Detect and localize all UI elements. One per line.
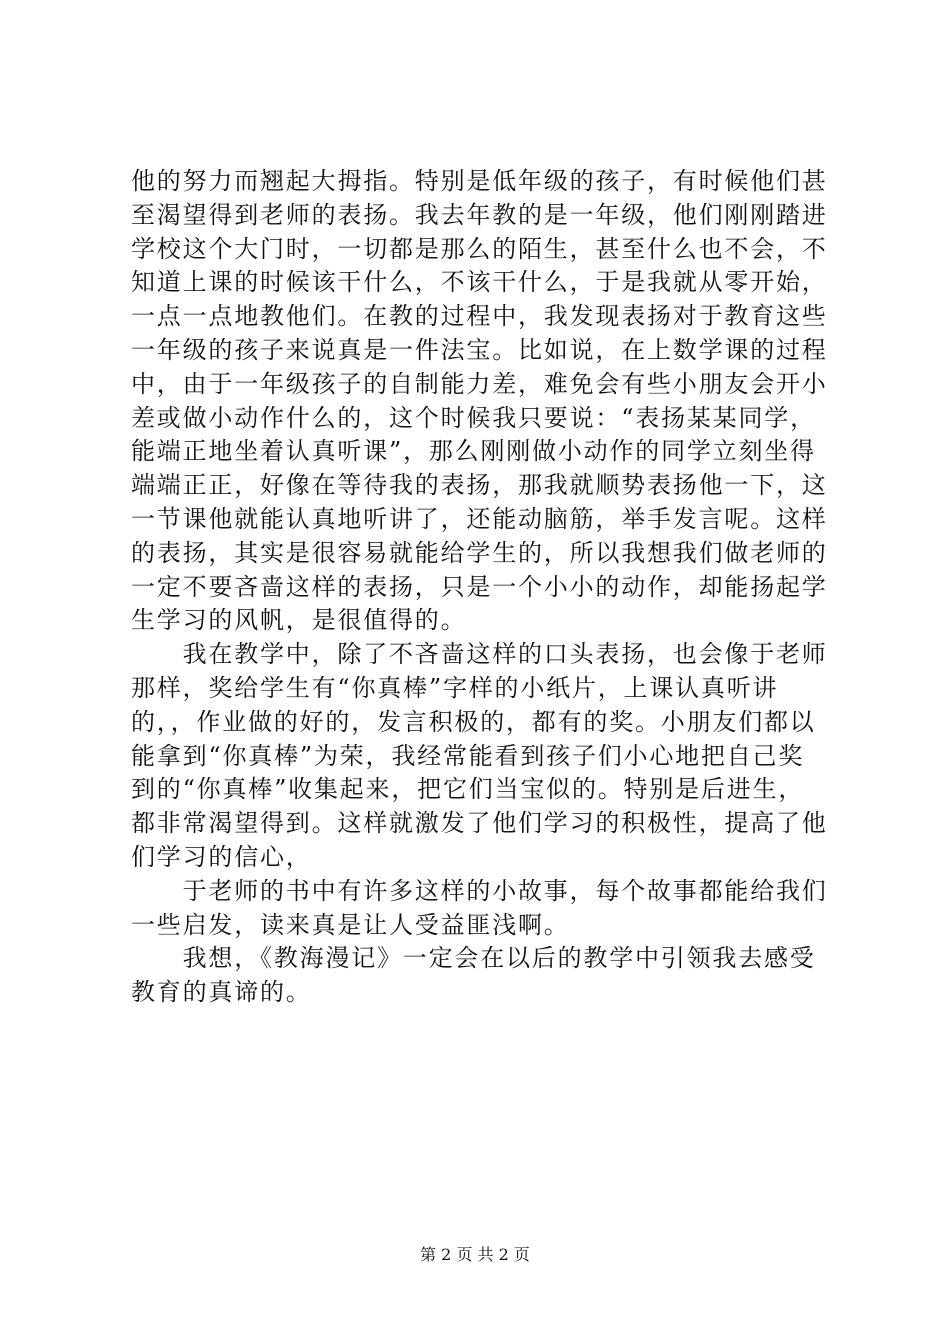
page-number-footer: 第 2 页 共 2 页 [420,1245,530,1264]
text-line: 教育的真谛的。 [131,978,312,1007]
text-line: 学校这个大门时，一切都是那么的陌生，甚至什么也不会，不 [131,234,828,263]
text-line: 知道上课的时候该干什么，不该干什么，于是我就从零开始， [131,268,828,297]
text-line: 那样，奖给学生有“你真棒”字样的小纸片，上课认真听讲 [131,673,779,702]
text-line: 一节课他就能认真地听讲了，还能动脑筋，举手发言呢。这样 [131,504,828,533]
text-line: 到的“你真棒”收集起来，把它们当宝似的。特别是后进生， [131,775,805,804]
text-line: 我在教学中，除了不吝啬这样的口头表扬，也会像于老师 [131,640,828,669]
text-line: 差或做小动作什么的，这个时候我只要说：“表扬某某同学， [131,403,816,432]
text-line: 于老师的书中有许多这样的小故事，每个故事都能给我们 [131,876,828,905]
text-line: 他的努力而翘起大拇指。特别是低年级的孩子，有时候他们甚 [131,167,828,195]
text-line: 的表扬，其实是很容易就能给学生的，所以我想我们做老师的 [131,538,828,567]
text-line: 中，由于一年级孩子的自制能力差，难免会有些小朋友会开小 [131,369,828,398]
text-line: 一些启发，读来真是让人受益匪浅啊。 [131,910,570,939]
text-line: 我想，《教海漫记》一定会在以后的教学中引领我去感受 [131,944,816,973]
text-line: 能端正地坐着认真听课”，那么刚刚做小动作的同学立刻坐得 [131,437,816,466]
text-line: 的，，作业做的好的，发言积极的，都有的奖。小朋友们都以 [131,707,816,736]
text-line: 一点一点地教他们。在教的过程中，我发现表扬对于教育这些 [131,302,828,331]
text-line: 能拿到“你真棒”为荣，我经常能看到孩子们小心地把自己奖 [131,741,805,770]
text-line: 端端正正，好像在等待我的表扬，那我就顺势表扬他一下，这 [131,471,828,500]
text-line: 一年级的孩子来说真是一件法宝。比如说，在上数学课的过程 [131,335,828,364]
text-line: 们学习的信心， [131,842,312,871]
text-line: 一定不要吝啬这样的表扬，只是一个小小的动作，却能扬起学 [131,572,828,601]
text-line: 生学习的风帆，是很值得的。 [131,606,467,635]
text-line: 至渴望得到老师的表扬。我去年教的是一年级，他们刚刚踏进 [131,200,828,229]
text-line: 都非常渴望得到。这样就激发了他们学习的积极性，提高了他 [131,809,828,838]
body-text [131,165,831,1010]
